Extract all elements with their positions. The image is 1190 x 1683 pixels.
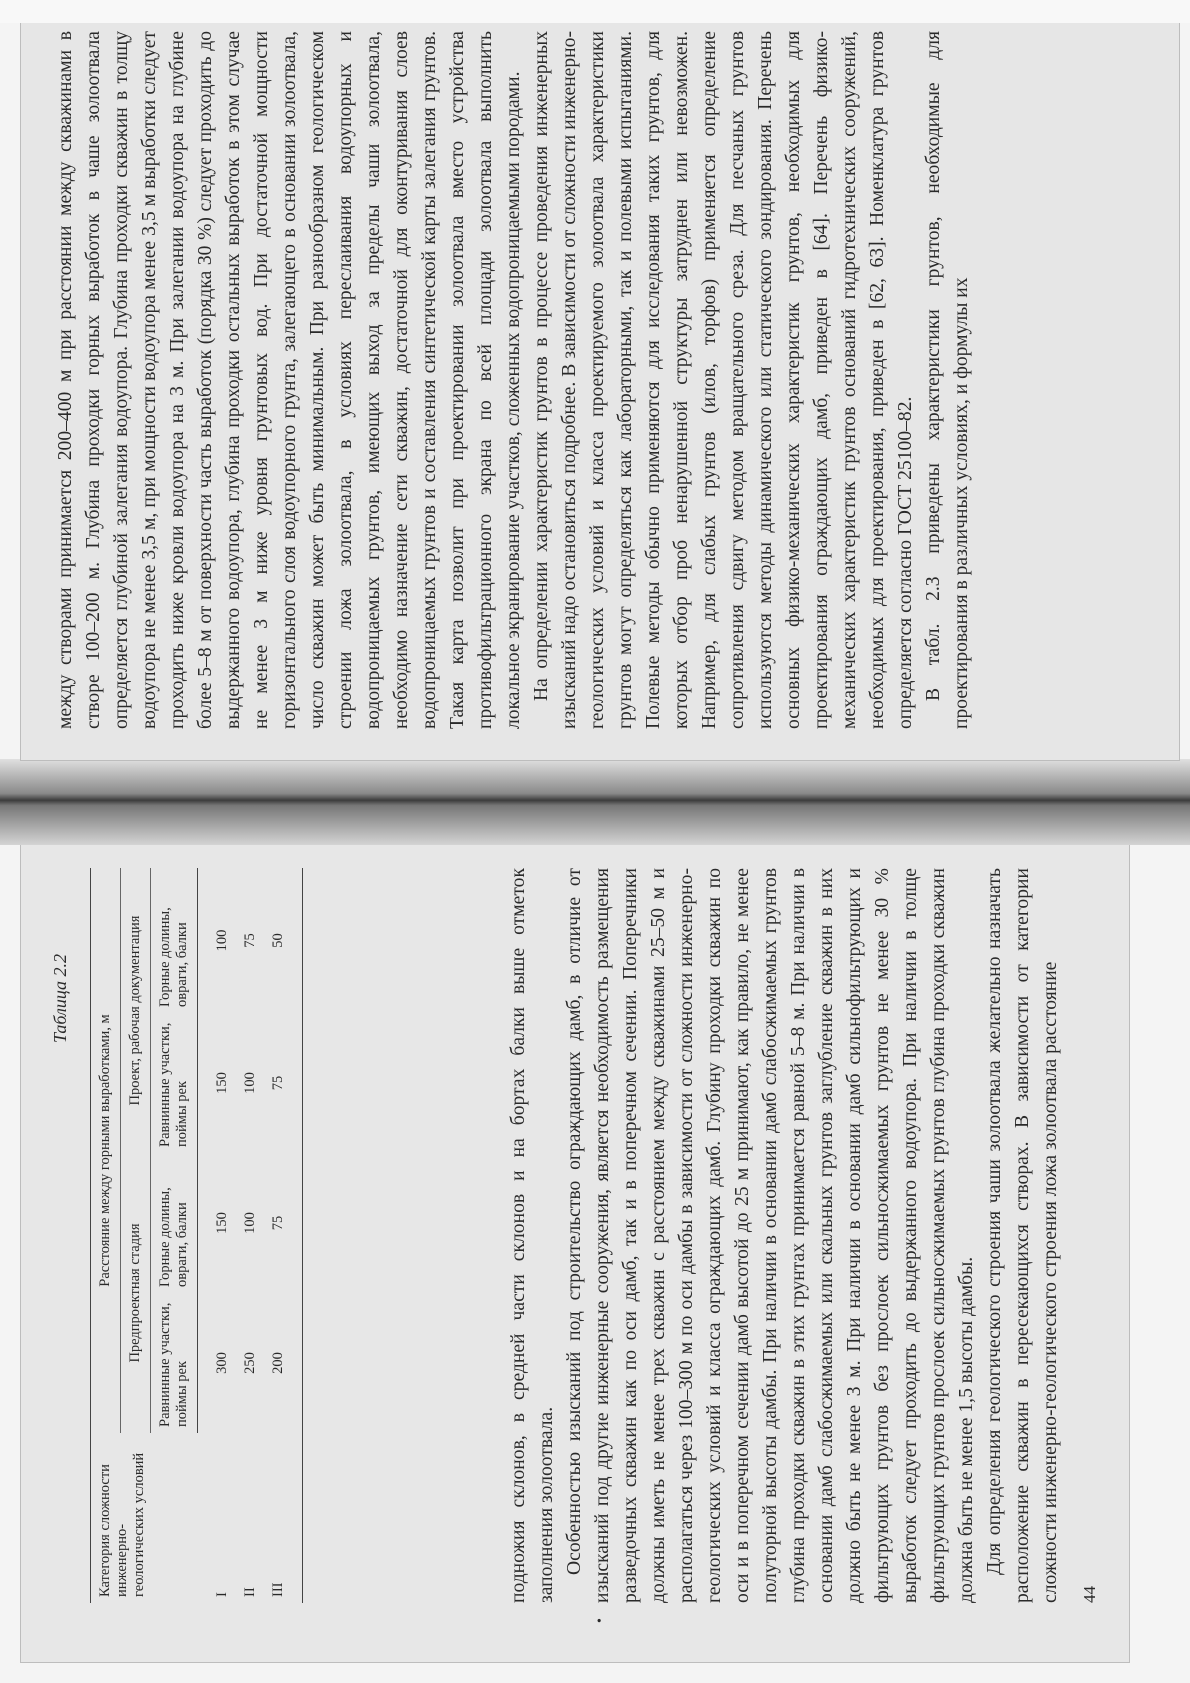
left-page — [20, 843, 1130, 1663]
distance-table — [90, 868, 303, 1603]
row-category: I — [213, 1592, 230, 1597]
left-page-body — [505, 868, 1065, 1603]
paragraph: Особенностью изысканий под строительство ограждающих дамб, в отличие от изысканий под другие инженерные сооружения, является необходимость размещения разведочных скважин как по оси дамб, так и в поперечном сечении. Поперечники должны иметь не менее трех скважин с расстоянием между скважинами 25–50 м и располагаться через 100–300 м по оси дамбы в зависимости от сложности инженерно-геологических условий и класса ограждающих дамб. Глубину проходки скважин по оси и в поперечном сечении дамб высотой до 25 м принимают, как правило, не менее полуторной высоты дамбы. При наличии в основании дамб слабосжимаемых грунтов глубина проходки скважин в этих грунтах принимается равной 5–8 м. При наличии в основании дамб слабосжимаемых или скальных грунтов заглубление скважин в них должно быть не менее 3 м. При наличии в основании дамб сильнофильтрующих и фильтрующих грунтов без прослоек сильносжимаемых грунтов не менее 30 % выработок следует проходить до выдержанного водоупора. При наличии в толще фильтрующих грунтов прослоек сильносжимаемых грунтов глубина проходки скважин должна быть не менее 1,5 высоты дамбы. — [564, 868, 977, 1603]
paragraph: На определении характеристик грунтов в процессе проведения инженерных изысканий надо остановиться подробнее. В зависимости от сложности инженерно-геологических условий и класса проектируемого золоотвала характеристики грунтов могут определяться как лабораторными, так и полевыми испытаниями. Полевые методы обычно применяются для исследования таких грунтов, для которых отбор проб ненарушенной структуры затруднен или невозможен. Например, для слабых грунтов (илов, торфов) применяется определение сопротивления сдвигу методом вращательного среза. Для песчаных грунтов используются методы динамического или статического зондирования. Перечень основных физико-механических характеристик грунтов, необходимых для проектирования ограждающих дамб, приведен в [64]. Перечень физико-механических характеристик грунтов оснований гидротехнических сооружений, необходимых для проектирования, приведен в [62, 63]. Номенклатура грунтов определяется согласно ГОСТ 25100–82. — [531, 31, 916, 729]
paragraph: между створами принимается 200–400 м при расстоянии между скважинами в створе 100–200 м. Глубина проходки горных выработок в чаше золоотвала определяется глубиной залегания водоупора. Глубина проходки скважин в толщу водоупора не менее 3,5 м, при мощности водоупора менее 3,5 м выработки следует проходить ниже кровли водоупора на 3 м. При залегании водоупора на глубине более 5–8 м от поверхности часть выработок (порядка 30 %) следует проходить до выдержанного водоупора, глубина проходки остальных выработок в этом случае не менее 3 м ниже уровня грунтовых вод. При достаточной мощности горизонтального слоя водоупорного грунта, залегающего в основании золоотвала, число скважин может быть минимальным. При разнообразном геологическом строении ложа золоотвала, в условиях переслаивания водоупорных и водопроницаемых грунтов, имеющих выход за пределы чаши золоотвала, необходимо назначение сети скважин, достаточной для оконтуривания слоев водопроницаемых грунтов и составления синтетической карты залегания грунтов. Такая карта позволит при проектировании золоотвала вместо устройства противофильтрационного экрана по всей площади золоотвала выполнить локальное экранирование участков, сложенных водопроницаемыми породами. — [55, 31, 524, 729]
table-cell: 100 — [242, 1212, 258, 1234]
header-plains-1: Равнинные участки, поймы рек — [151, 1293, 198, 1433]
table-cell: 150 — [214, 1072, 230, 1094]
table-row — [236, 868, 264, 1603]
scanner-edge — [0, 0, 1190, 23]
table-cell: 200 — [264, 1293, 303, 1433]
table-cell: 75 — [242, 933, 258, 948]
table-cell: 75 — [264, 1153, 303, 1293]
row-category: III — [264, 1433, 303, 1603]
table-cell: 50 — [264, 868, 303, 1013]
table-cell: 150 — [214, 1212, 230, 1234]
table-cell: 100 — [242, 1072, 258, 1094]
table-row — [264, 868, 303, 1603]
table-cell: 75 — [264, 1013, 303, 1153]
table-cell: 300 — [214, 1352, 230, 1374]
table-cell: 250 — [242, 1352, 258, 1374]
page-number: 44 — [1080, 1586, 1099, 1603]
margin-mark: • — [593, 1618, 608, 1623]
table-cell: 100 — [214, 929, 230, 952]
header-mountains-1: Горные долины, овраги, балки — [151, 1153, 198, 1293]
header-mountains-2: Горные долины, овраги, балки — [151, 868, 198, 1013]
header-project-stage: Проект, рабочая документация — [121, 868, 151, 1153]
header-plains-2: Равнинные участки, поймы рек — [151, 1013, 198, 1153]
book-gutter — [0, 759, 1190, 845]
header-category: Категория сложности инженерно-геологических условий — [91, 1433, 198, 1603]
table-caption: Таблица 2.2 — [50, 953, 70, 1043]
paragraph: В табл. 2.3 приведены характеристики грунтов, необходимые для проектирования в различных условиях, и формулы их — [923, 31, 972, 729]
row-category: II — [242, 1587, 258, 1597]
header-distance-group: Расстояние между горными выработками, м — [91, 868, 121, 1433]
paragraph: подножия склонов, в средней части склонов и на бортах балки выше отметок заполнения золоотвала. — [508, 868, 557, 1603]
right-page-body — [52, 31, 976, 729]
table-row — [198, 868, 237, 1603]
right-page — [20, 1, 1180, 761]
paragraph: Для определения геологического строения чаши золоотвала желательно назначать расположение скважин в пересекающихся створах. В зависимости от категории сложности инженерно-геологического строения ложа золоотвала расстояние — [984, 868, 1061, 1603]
header-preproject-stage: Предпроектная стадия — [121, 1153, 151, 1433]
